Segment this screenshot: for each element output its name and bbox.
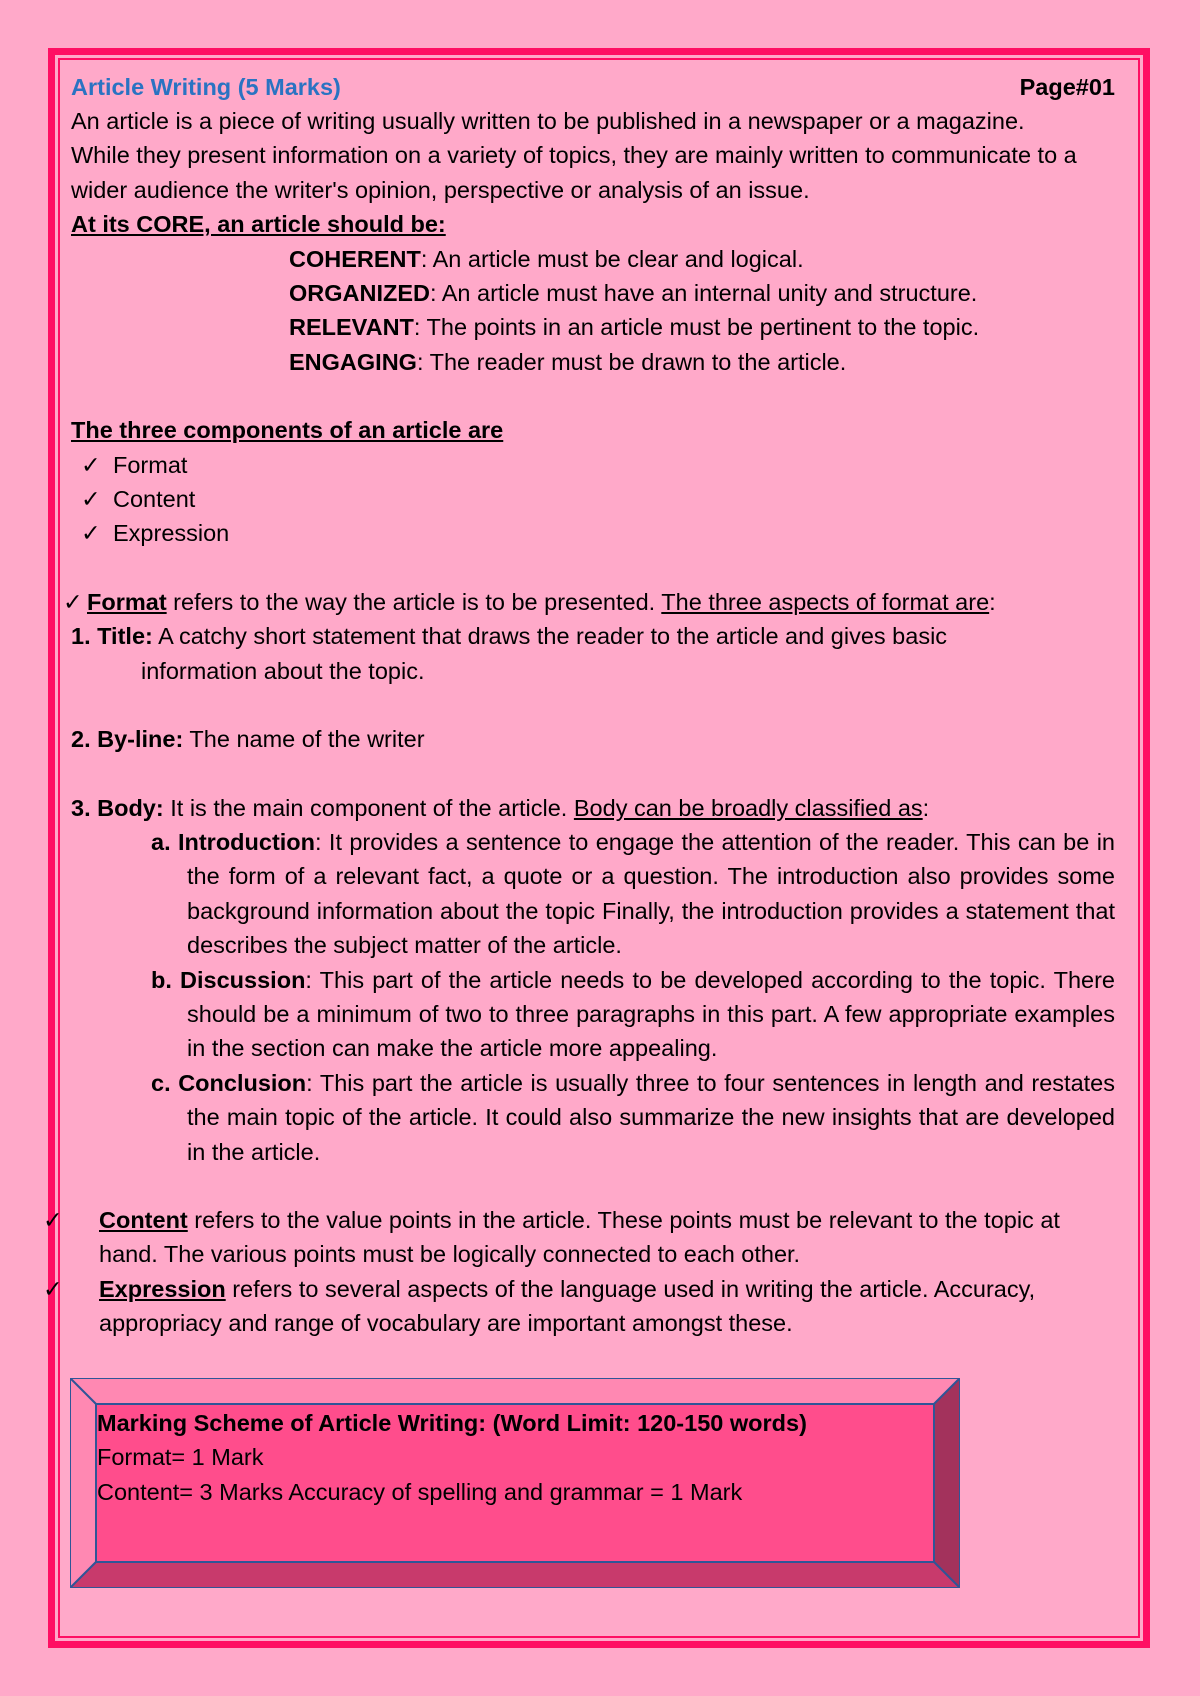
marking-scheme-box (70, 1378, 960, 1588)
format-desc: refers to the way the article is to be presented. (166, 588, 662, 615)
body-desc: It is the main component of the article. (163, 794, 574, 821)
expression-paragraph (43, 1272, 1115, 1341)
byline-desc: The name of the writer (183, 726, 425, 753)
format-paragraph (63, 585, 1115, 619)
page-number: Page#01 (1019, 74, 1115, 100)
body-label: 3. Body: (71, 794, 164, 821)
marking-line-format: Format= 1 Mark (97, 1444, 264, 1471)
core-item (289, 345, 1115, 379)
header-row (71, 70, 1115, 104)
body-subitem (151, 963, 1115, 1066)
subitem-term: Conclusion (178, 1069, 307, 1096)
intro-paragraph-1: An article is a piece of writing usually written to be published in a newspaper or a magazine. (71, 108, 1025, 134)
title-desc: A catchy short statement that draws the reader to the article and gives basic (152, 623, 948, 650)
subitem-letter: b. (151, 966, 181, 993)
checkmark-icon: ✓ (81, 520, 101, 547)
document-title: Article Writing (5 Marks) (71, 74, 341, 100)
core-heading: At its CORE, an article should be: (71, 211, 446, 238)
subitem-desc: : This part the article is usually three to four sentences in length and restates the main topic of the article. It could also summarize the new insights that are developed in the article. (187, 1069, 1115, 1165)
content-paragraph (43, 1203, 1115, 1272)
body-subitem (151, 825, 1115, 963)
core-term: ORGANIZED (289, 280, 430, 307)
marking-heading: Marking Scheme of Article Writing: (Word Limit: 120-150 words) (97, 1410, 807, 1436)
intro-paragraph-2: While they present information on a variety of topics, they are mainly written to communicate to a wider audience the writer's opinion, perspective or analysis of an issue. (71, 142, 1077, 203)
subitem-term: Discussion (180, 966, 306, 993)
format-term: Format (87, 588, 167, 615)
format-byline-item (71, 722, 1115, 756)
checkmark-icon: ✓ (81, 451, 101, 478)
component-item (81, 448, 1115, 482)
component-label: Expression (113, 520, 230, 547)
component-item (81, 482, 1115, 516)
marking-line-content: Content= 3 Marks Accuracy of spelling and grammar = 1 Mark (97, 1478, 743, 1505)
body-subitem (151, 1066, 1115, 1169)
core-desc: : An article must have an internal unity and structure. (430, 280, 978, 307)
core-item (289, 242, 1115, 276)
checkmark-icon: ✓ (63, 588, 83, 615)
components-list (71, 448, 1115, 551)
component-label: Content (113, 486, 196, 513)
body-class-label: Body can be broadly classified as (573, 794, 923, 821)
format-body-item (71, 791, 1115, 825)
subitem-desc: : It provides a sentence to engage the attention of the reader. This can be in the form of a relevant fact, a quote or a question. The introduction also provides some background information about the topic Finally, the introduction provides a statement that describes the subject matter of the article. (187, 828, 1115, 959)
subitem-term: Introduction (177, 828, 316, 855)
checkmark-icon: ✓ (81, 486, 101, 513)
core-term: ENGAGING (289, 348, 417, 375)
core-term: RELEVANT (289, 314, 414, 341)
content-desc: refers to the value points in the article. These points must be relevant to the topic at hand. The various points must be logically connected to each other. (99, 1206, 1060, 1268)
marking-text (97, 1406, 937, 1509)
content-term: Content (99, 1206, 188, 1233)
title-label: 1. Title: (71, 623, 153, 650)
expression-term: Expression (99, 1275, 226, 1302)
checkmark-icon: ✓ (43, 1206, 63, 1233)
format-aspects-label: The three aspects of format are (661, 588, 990, 615)
checkmark-icon: ✓ (43, 1275, 63, 1302)
core-desc: : An article must be clear and logical. (420, 245, 804, 272)
component-label: Format (113, 451, 188, 478)
subitem-letter: a. (151, 828, 178, 855)
byline-label: 2. By-line: (71, 726, 184, 753)
core-desc: : The reader must be drawn to the article. (416, 348, 847, 375)
core-item (289, 310, 1115, 344)
format-title-item-continued: information about the topic. (141, 657, 425, 684)
format-aspects-colon: : (989, 588, 996, 615)
format-title-item (71, 619, 1115, 653)
component-item (81, 516, 1115, 550)
subitem-desc: : This part of the article needs to be developed according to the topic. There should be a minimum of two to three paragraphs in this part. A few appropriate examples in the section can make the article more appealing. (187, 966, 1115, 1062)
core-term: COHERENT (289, 245, 421, 272)
expression-desc: refers to several aspects of the language used in writing the article. Accuracy, appropriacy and range of vocabulary are important amongst these. (99, 1275, 1036, 1337)
body-class-colon: : (922, 794, 930, 821)
core-item (289, 276, 1115, 310)
core-desc: : The points in an article must be pertinent to the topic. (413, 314, 980, 341)
document-body (43, 70, 1115, 1341)
core-list (289, 242, 1115, 380)
subitem-letter: c. (151, 1069, 179, 1096)
components-heading: The three components of an article are (71, 417, 504, 444)
